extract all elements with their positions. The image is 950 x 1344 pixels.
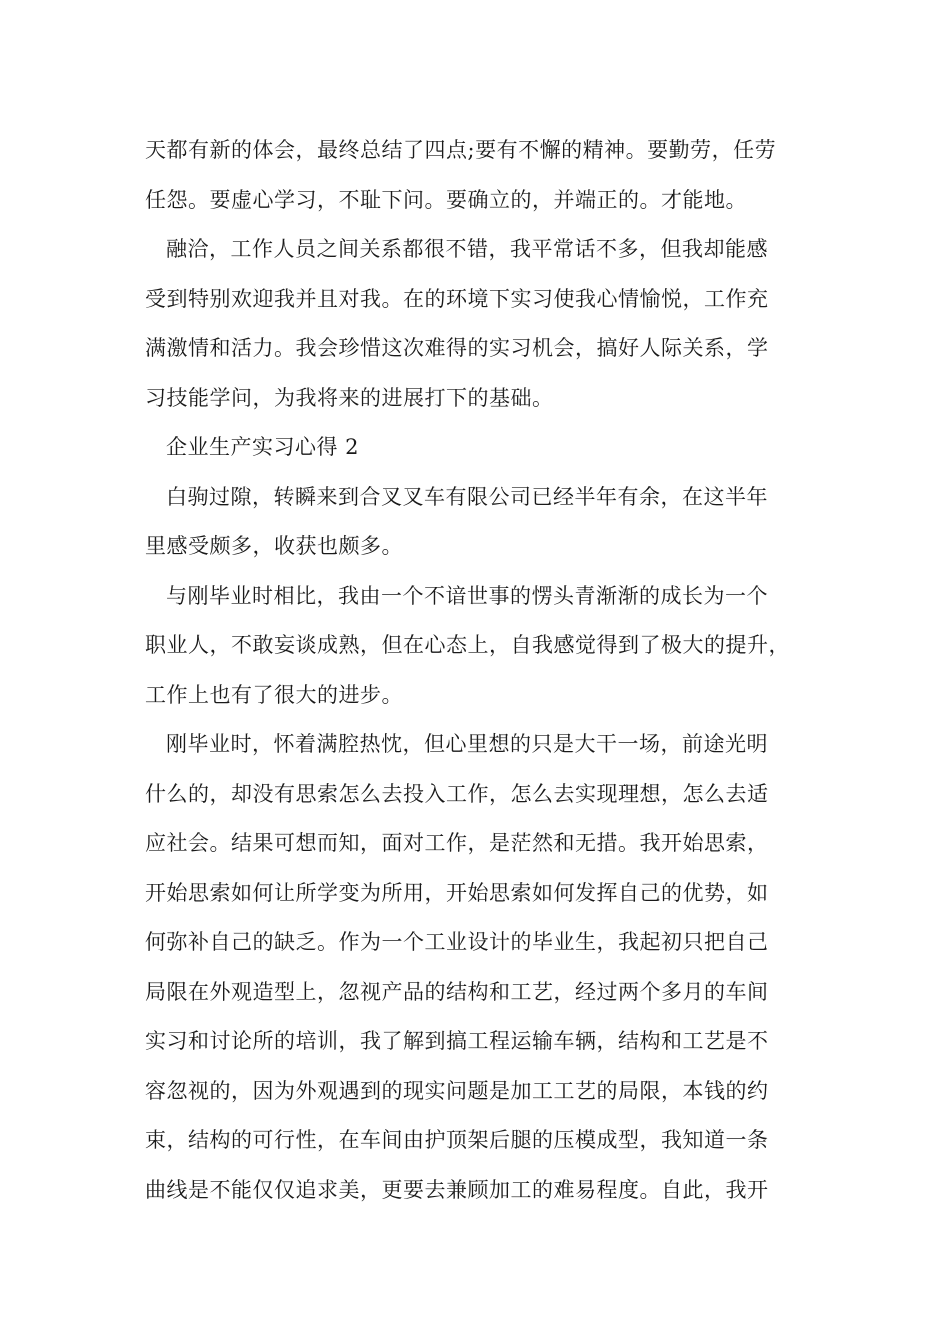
text-line: 局限在外观造型上，忽视产品的结构和工艺，经过两个多月的车间 (145, 979, 769, 1004)
text-line: 应社会。结果可想而知，面对工作，是茫然和无措。我开始思索， (145, 831, 769, 855)
text-line: 何弥补自己的缺乏。作为一个工业设计的毕业生，我起初只把自己 (145, 930, 769, 954)
paragraph (145, 126, 810, 225)
text-line: 与刚毕业时相比，我由一个不谙世事的愣头青渐渐的成长为一个 (166, 583, 768, 608)
document-body (145, 126, 810, 1215)
text-line: 工作上也有了很大的进步。 (145, 682, 403, 707)
text-line: 职业人，不敢妄谈成熟，但在心态上，自我感觉得到了极大的提升， (145, 633, 790, 657)
text-line: 任怨。要虚心学习，不耻下问。要确立的，并端正的。才能地。 (145, 187, 747, 212)
text-line: 实习和讨论所的培训，我了解到搞工程运输车辆，结构和工艺是不 (145, 1029, 769, 1053)
text-line: 企业生产实习心得 2 (166, 435, 360, 459)
paragraph (145, 473, 810, 572)
text-line: 融洽，工作人员之间关系都很不错，我平常话不多，但我却能感 (166, 237, 768, 261)
text-line: 刚毕业时，怀着满腔热忱，但心里想的只是大干一场，前途光明 (166, 732, 768, 756)
text-line: 天都有新的体会，最终总结了四点;要有不懈的精神。要勤劳，任劳 (145, 138, 777, 162)
paragraph (145, 225, 810, 423)
text-line: 容忽视的，因为外观遇到的现实问题是加工工艺的局限，本钱的约 (145, 1078, 769, 1103)
text-line: 满激情和活力。我会珍惜这次难得的实习机会，搞好人际关系，学 (145, 336, 769, 360)
paragraph (145, 423, 810, 473)
text-line: 束，结构的可行性，在车间由护顶架后腿的压模成型，我知道一条 (145, 1128, 769, 1152)
text-line: 开始思索如何让所学变为所用，开始思索如何发挥自己的优势，如 (145, 880, 769, 905)
text-line: 受到特别欢迎我并且对我。在的环境下实习使我心情愉悦，工作充 (145, 286, 769, 311)
text-line: 什么的，却没有思索怎么去投入工作，怎么去实现理想，怎么去适 (145, 781, 769, 806)
text-line: 白驹过隙，转瞬来到合叉叉车有限公司已经半年有余，在这半年 (166, 484, 768, 509)
text-line: 习技能学问，为我将来的进展打下的基础。 (145, 385, 554, 410)
text-line: 曲线是不能仅仅追求美，更要去兼顾加工的难易程度。自此，我开 (145, 1177, 769, 1202)
paragraph (145, 720, 810, 1215)
text-line: 里感受颇多，收获也颇多。 (145, 534, 403, 558)
paragraph (145, 572, 810, 721)
